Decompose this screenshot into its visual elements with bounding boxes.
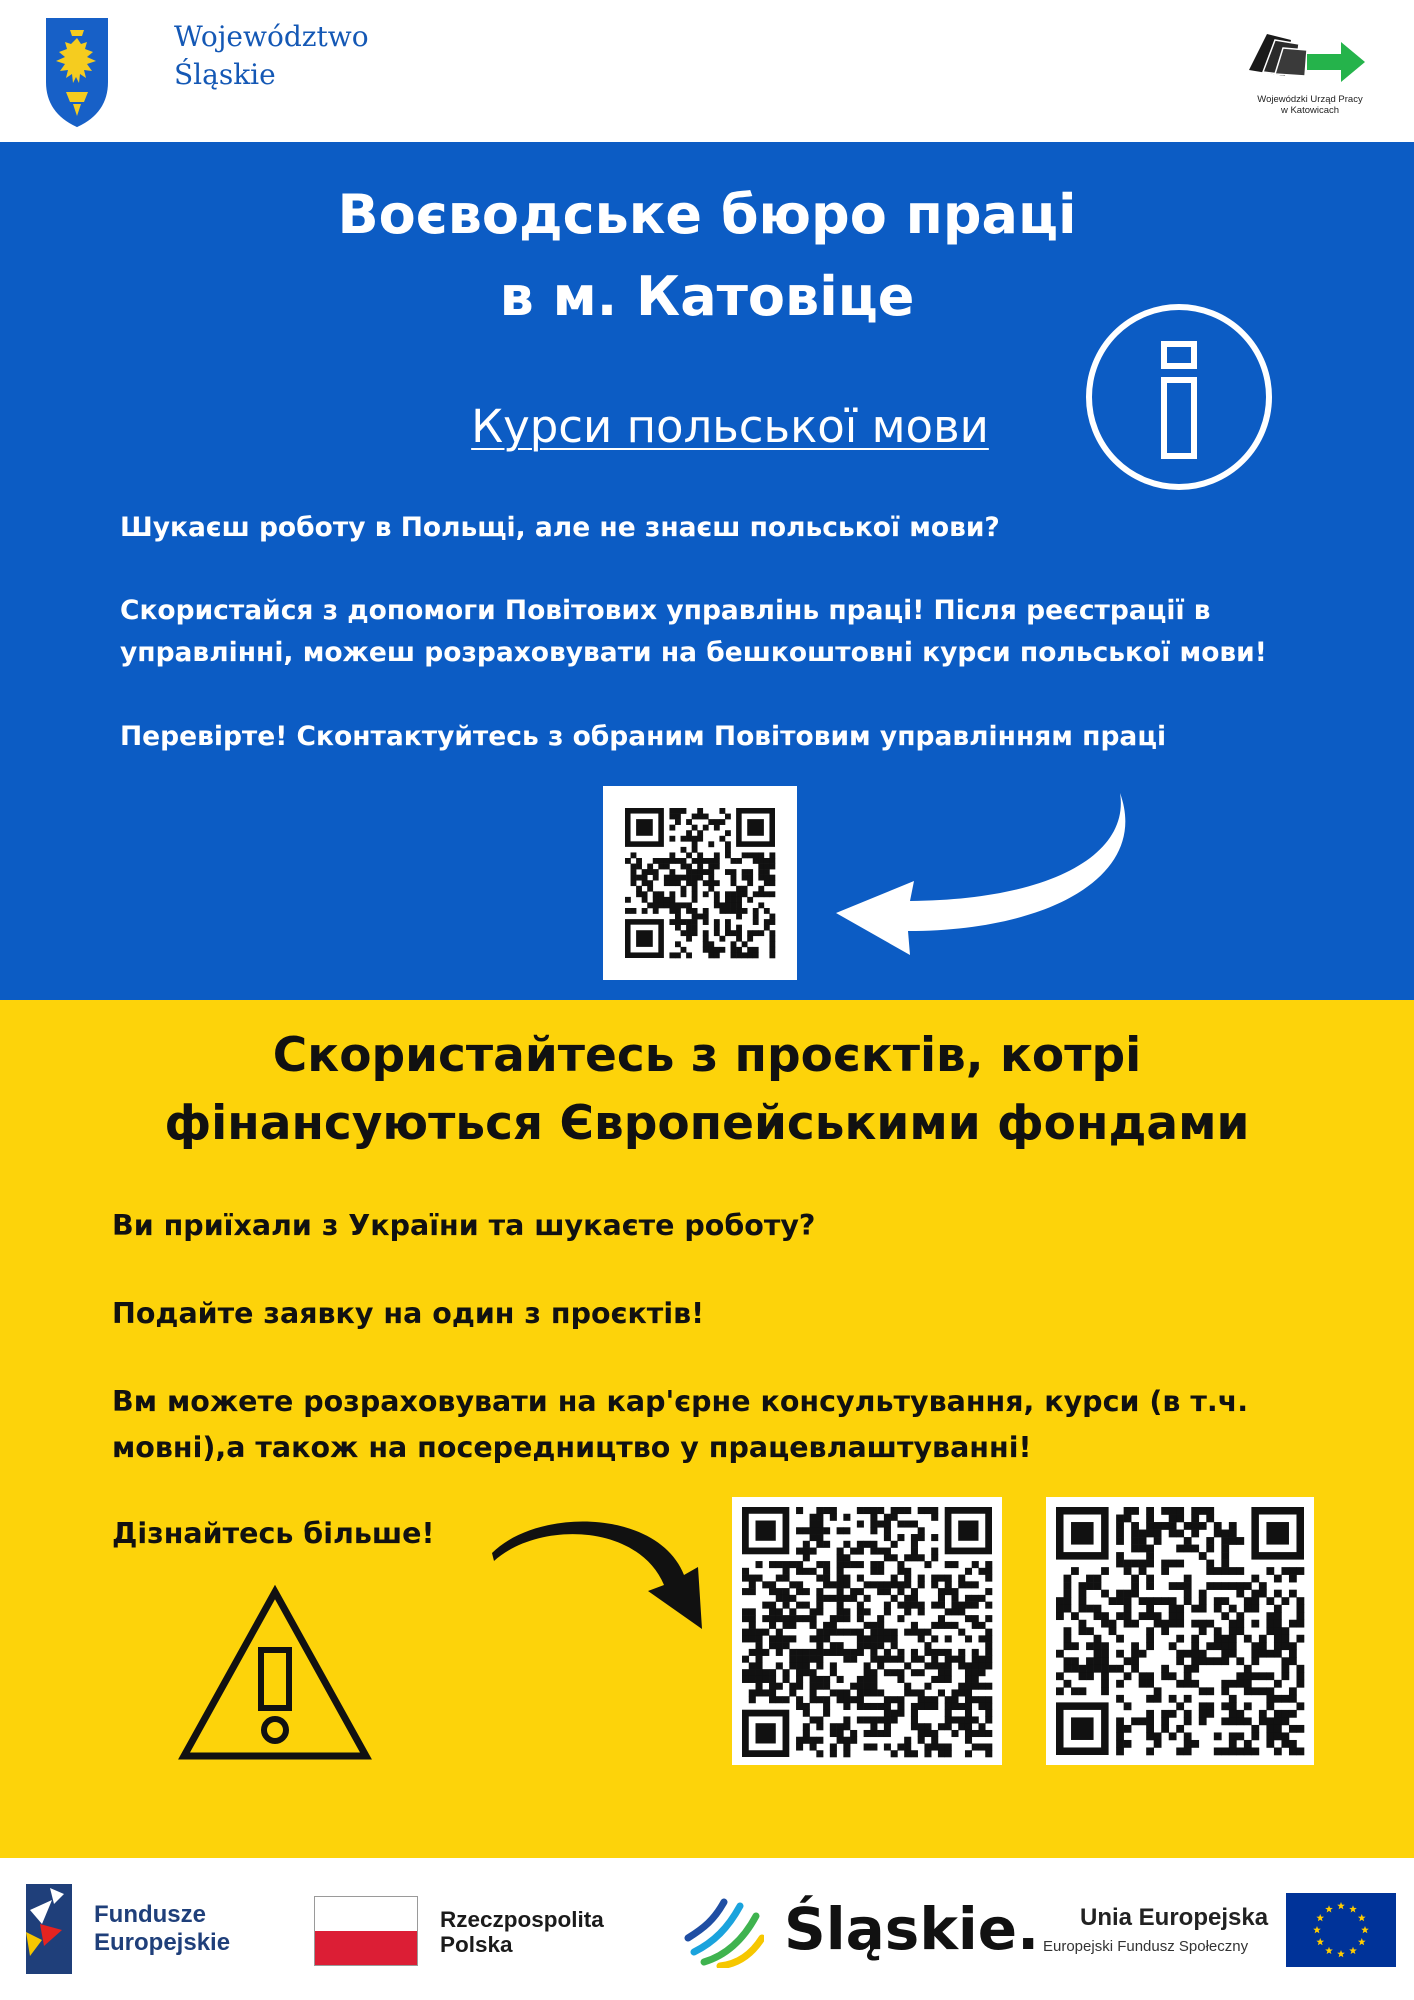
- wup-caption-line-1: Wojewódzki Urząd Pracy: [1257, 94, 1363, 105]
- yellow-paragraph-1: Ви приїхали з України та шукаєте роботу?: [112, 1209, 816, 1242]
- region-line-2: Śląskie: [174, 58, 276, 91]
- fe-line-2: Europejskie: [94, 1929, 231, 1956]
- blue-paragraph-3: Перевірте! Сконтактуйтесь з обраним Повітовим управлінням праці: [120, 721, 1167, 752]
- qr-code-icon: [603, 786, 797, 980]
- fe-text: [94, 1901, 230, 1957]
- yellow-paragraph-3: Вм можете розраховувати на кар'єрне консультування, курси (в т.ч. мовні),а також на посередництво у працевлаштуванні!: [112, 1385, 1249, 1464]
- fe-line-1: Fundusze: [94, 1901, 206, 1928]
- blue-paragraph-1: Шукаєш роботу в Польщі, але не знаєш польської мови?: [120, 512, 1000, 543]
- blue-title-line-2: в м. Катовіце: [499, 265, 915, 328]
- blue-title-line-1: Воєводське бюро праці: [337, 183, 1077, 246]
- fe-stars-icon: [22, 1880, 74, 1978]
- coat-of-arms-icon: [44, 16, 110, 128]
- qr-code-icon: [732, 1497, 1002, 1765]
- eu-line-1: Unia Europejska: [1080, 1904, 1269, 1931]
- rp-line-1: Rzeczpospolita: [440, 1907, 604, 1932]
- yellow-paragraph-2: Подайте заявку на один з проєктів!: [112, 1297, 705, 1330]
- rp-line-2: Polska: [440, 1932, 513, 1957]
- region-name: [174, 18, 369, 94]
- eu-line-2: Europejski Fundusz Społeczny: [1043, 1938, 1249, 1955]
- curved-arrow-icon: [488, 1515, 706, 1633]
- yellow-paragraph-4: Дізнайтесь більше!: [112, 1517, 435, 1550]
- info-icon: [1082, 300, 1276, 494]
- qr-code-project-1[interactable]: [732, 1497, 1002, 1765]
- warning-icon: [176, 1584, 374, 1764]
- slaskie-waves-icon: [684, 1898, 764, 1968]
- qr-code-icon: [1046, 1497, 1314, 1765]
- curved-arrow-icon: [830, 785, 1140, 970]
- arrow-icon: [1245, 30, 1375, 90]
- slaskie-brand: Śląskie.: [784, 1895, 1040, 1963]
- rp-text: [440, 1907, 604, 1957]
- qr-code-polish-courses[interactable]: [603, 786, 797, 980]
- wup-caption-line-2: w Katowicach: [1280, 105, 1340, 116]
- wup-logo: [1245, 30, 1375, 122]
- blue-paragraph-2: Скористайся з допомоги Повітових управлінь праці! Після реєстрації в управлінні, можеш розраховувати на бешкоштовні курси польської мови!: [120, 595, 1267, 668]
- blue-subtitle: Курси польської мови: [471, 400, 989, 453]
- eu-flag-icon: [1286, 1893, 1396, 1967]
- yellow-title-line-2: фінансуються Європейськими фондами: [164, 1096, 1250, 1151]
- yellow-title-line-1: Скористайтесь з проєктів, котрі: [272, 1028, 1142, 1083]
- qr-code-project-2[interactable]: [1046, 1497, 1314, 1765]
- polish-flag-icon: [314, 1896, 418, 1966]
- region-line-1: Województwo: [174, 20, 369, 53]
